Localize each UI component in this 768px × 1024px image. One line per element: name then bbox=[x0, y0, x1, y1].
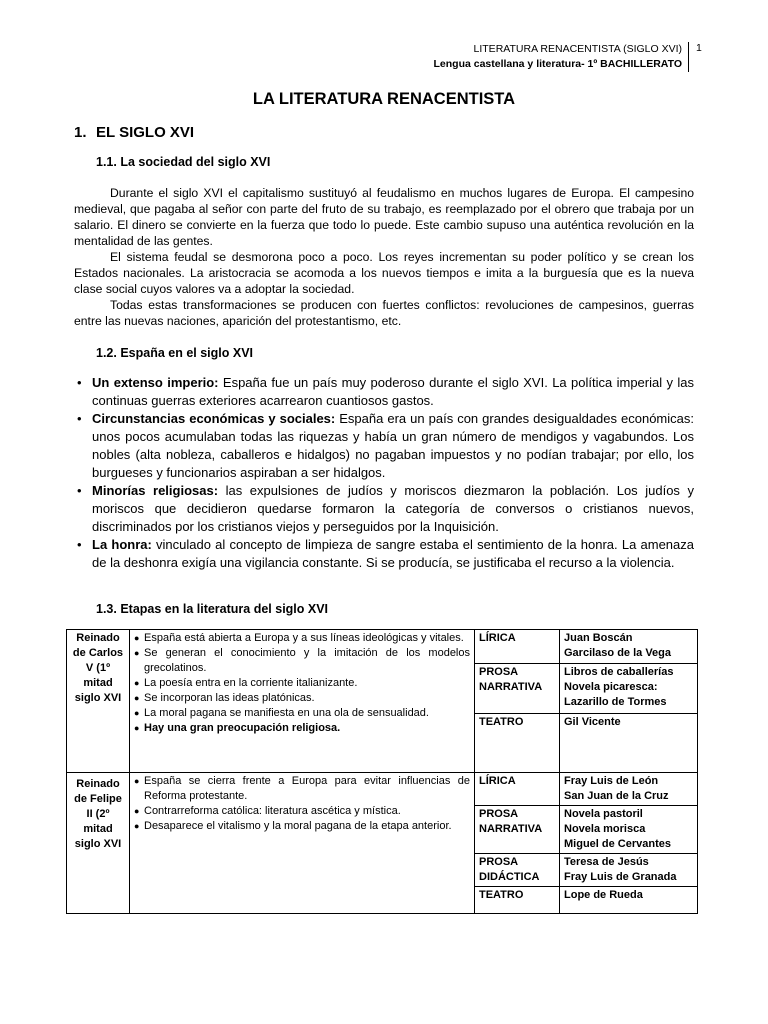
genre-cell: LÍRICA bbox=[475, 773, 560, 806]
bullet-icon: • bbox=[77, 411, 82, 426]
header-divider bbox=[688, 42, 689, 72]
bullet-icon: ● bbox=[134, 723, 140, 733]
bullet-icon: ● bbox=[134, 633, 140, 643]
bullet-text: España fue un país muy poderoso durante el siglo XVI. La política imperial y las continuas guerras exteriores acarrearon cuantiosos gastos. bbox=[92, 375, 695, 408]
subsection-heading-1-1: 1.1. La sociedad del siglo XVI bbox=[96, 155, 271, 169]
list-item bbox=[74, 536, 694, 572]
list-item: ● Se incorporan las ideas platónicas. bbox=[134, 692, 315, 704]
genre-cell: PROSA NARRATIVA bbox=[475, 664, 560, 714]
bullet-icon: • bbox=[77, 375, 82, 390]
spain-bullet-list bbox=[74, 374, 694, 572]
section-number: 1. bbox=[74, 124, 87, 141]
paragraph: El sistema feudal se desmorona poco a poco. Los reyes incrementan su poder político y se crean los Estados nacionales. La aristocracia se acomoda a los nuevos tiempos e imita a la burguesía que es la nueva clase social cuyos valores va a adoptar la sociedad. bbox=[74, 250, 694, 296]
header-line-2: Lengua castellana y literatura- 1º BACHILLERATO bbox=[433, 58, 682, 70]
list-item bbox=[74, 374, 694, 410]
authors-cell: Lope de Rueda bbox=[560, 887, 698, 914]
bullet-icon: ● bbox=[134, 806, 140, 816]
list-item: ● Contrarreforma católica: literatura ascética y mística. bbox=[134, 805, 401, 817]
subsection-heading-1-2: 1.2. España en el siglo XVI bbox=[96, 346, 254, 360]
paragraph: Todas estas transformaciones se producen con fuertes conflictos: revoluciones de campesinos, guerras entre las nuevas naciones, aparición del protestantismo, etc. bbox=[74, 298, 694, 328]
list-item bbox=[74, 410, 694, 482]
bullet-icon: ● bbox=[134, 821, 140, 831]
features-cell bbox=[130, 630, 475, 773]
bullet-icon: • bbox=[77, 483, 82, 498]
list-item: ● La moral pagana se manifiesta en una ola de sensualidad. bbox=[134, 707, 429, 719]
bullet-term: La honra: bbox=[92, 537, 152, 552]
page-number: 1 bbox=[696, 42, 702, 54]
bullet-icon: • bbox=[77, 537, 82, 552]
running-header bbox=[433, 42, 682, 72]
authors-cell: Libros de caballerías Novela picaresca: Lazarillo de Tormes bbox=[560, 664, 698, 714]
society-text bbox=[74, 185, 694, 329]
stages-table bbox=[66, 629, 698, 914]
list-item: ● Desaparece el vitalismo y la moral pagana de la etapa anterior. bbox=[134, 820, 452, 832]
table-row bbox=[67, 773, 698, 806]
genre-cell: TEATRO bbox=[475, 887, 560, 914]
authors-cell: Fray Luis de León San Juan de la Cruz bbox=[560, 773, 698, 806]
page-title: LA LITERATURA RENACENTISTA bbox=[252, 90, 516, 108]
genre-cell: PROSA NARRATIVA bbox=[475, 806, 560, 854]
bullet-icon: ● bbox=[134, 693, 140, 703]
section-title: EL SIGLO XVI bbox=[96, 124, 195, 141]
bullet-icon: ● bbox=[134, 708, 140, 718]
bullet-term: Un extenso imperio: bbox=[92, 375, 219, 390]
section-heading bbox=[74, 124, 194, 141]
reign-cell: Reinado de Carlos V (1º mitad siglo XVI bbox=[67, 630, 130, 773]
bullet-text: vinculado al concepto de limpieza de sangre estaba el sentimiento de la honra. La amenaza de la deshonra exigía una vigilancia constante. Si se producía, se justificaba el recurso a la violencia. bbox=[92, 537, 694, 570]
list-item bbox=[74, 482, 694, 536]
list-item: ● Se generan el conocimiento y la imitación de los modelos grecolatinos. bbox=[134, 647, 470, 674]
list-item: ● La poesía entra en la corriente italianizante. bbox=[134, 677, 358, 689]
bullet-term: Circunstancias económicas y sociales: bbox=[92, 411, 336, 426]
table-row bbox=[67, 630, 698, 664]
authors-cell: Gil Vicente bbox=[560, 714, 698, 773]
authors-cell: Novela pastoril Novela morisca Miguel de Cervantes bbox=[560, 806, 698, 854]
genre-cell: TEATRO bbox=[475, 714, 560, 773]
features-cell bbox=[130, 773, 475, 914]
bullet-text: las expulsiones de judíos y moriscos diezmaron la población. Los judíos y moriscos que decidieron quedarse formaron la categoría de conversos o cristianos nuevos, discriminados por los cristianos viejos y perseguidos por la Inquisición. bbox=[92, 483, 694, 534]
bullet-icon: ● bbox=[134, 648, 140, 658]
bullet-term: Minorías religiosas: bbox=[92, 483, 219, 498]
bullet-icon: ● bbox=[134, 678, 140, 688]
paragraph: Durante el siglo XVI el capitalismo sustituyó al feudalismo en muchos lugares de Europa. El campesino medieval, que pagaba al señor con parte del fruto de su trabajo, es reemplazado por el obrero que trabaja por un salario. El dinero se convierte en la fuerza que todo lo puede. Este cambio supuso una auténtica revolución en la mentalidad de las gentes. bbox=[74, 186, 694, 248]
authors-cell: Juan Boscán Garcilaso de la Vega bbox=[560, 630, 698, 664]
bullet-text: España era un país con grandes desigualdades económicas: unos pocos acumulaban todas las riquezas y había un gran número de mendigos y vagabundos. Los nobles (alta nobleza, caballeros e hidalgos) no pagaban impuestos y no podían trabajar; por ello, los burgueses y funcionarios aspiraban a ser hidalgos. bbox=[92, 411, 694, 480]
bullet-icon: ● bbox=[134, 776, 140, 786]
subsection-heading-1-3: 1.3. Etapas en la literatura del siglo XVI bbox=[96, 602, 329, 616]
list-item: ● Hay una gran preocupación religiosa. bbox=[134, 722, 341, 734]
genre-cell: LÍRICA bbox=[475, 630, 560, 664]
header-line-1: LITERATURA RENACENTISTA (SIGLO XVI) bbox=[473, 43, 682, 55]
authors-cell: Teresa de Jesús Fray Luis de Granada bbox=[560, 854, 698, 887]
genre-cell: PROSA DIDÁCTICA bbox=[475, 854, 560, 887]
list-item: ● España se cierra frente a Europa para evitar influencias de Reforma protestante. bbox=[134, 775, 470, 802]
reign-cell: Reinado de Felipe II (2º mitad siglo XVI bbox=[67, 773, 130, 914]
list-item: ● España está abierta a Europa y a sus líneas ideológicas y vitales. bbox=[134, 632, 464, 644]
